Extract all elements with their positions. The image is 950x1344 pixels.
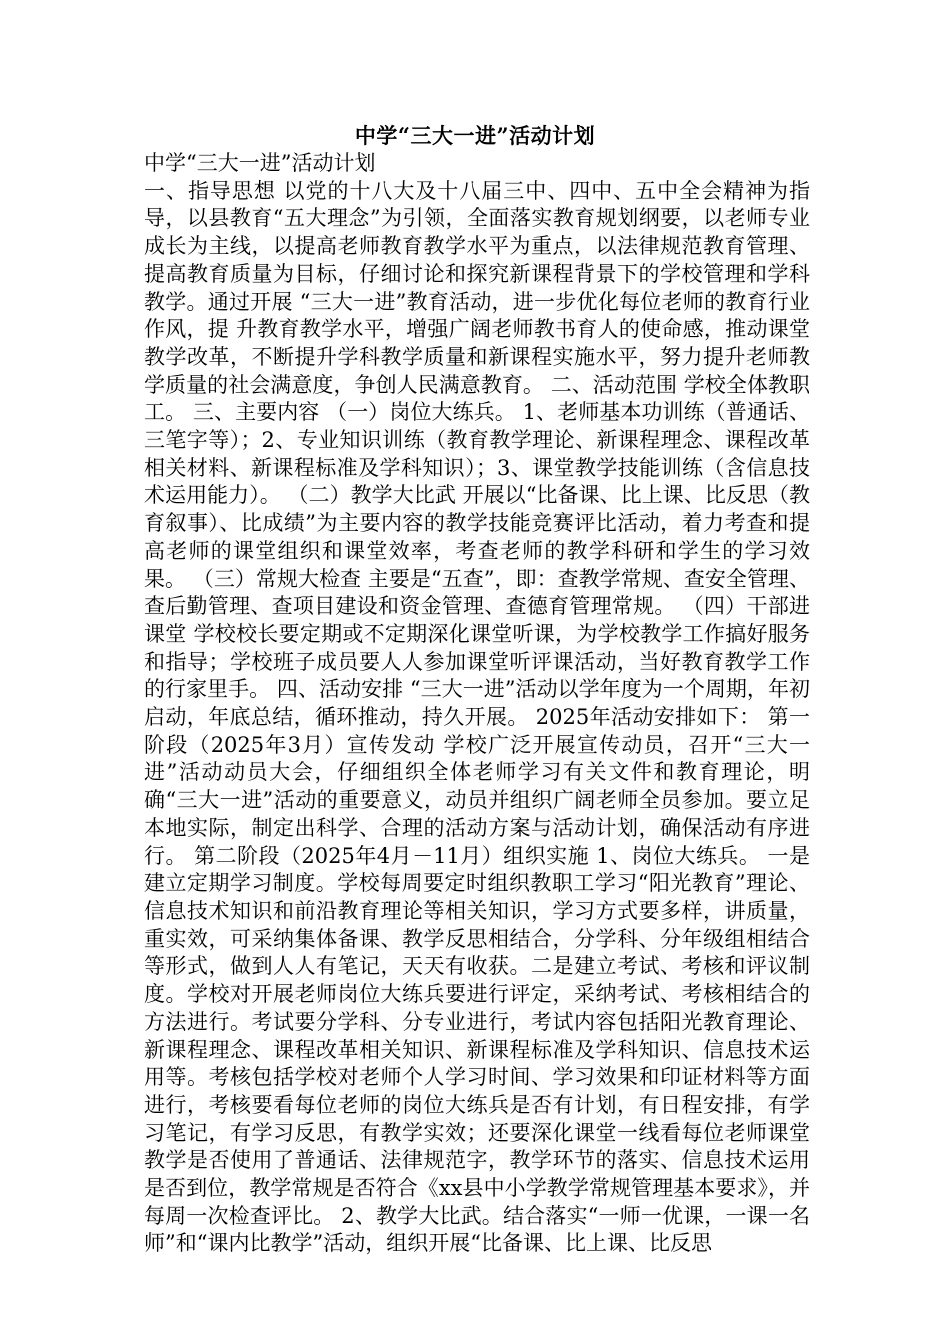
document-paragraph: 一、指导思想 以党的十八大及十八届三中、四中、五中全会精神为指导，以县教育“五大理念”为引领，全面落实教育规划纲要，以老师专业成长为主线，以提高老师教育教学水平为重点，以法律规范教育管理、提高教育质量为目标，仔细讨论和探究新课程背景下的学校管理和学科教学。通过开展 “三大一进”教育活动，进一步优化每位老师的教育行业作风，提 升教育教学水平，增强广阔老师教书育人的使命感，推动课堂教学改革，不断提升学科教学质量和新课程实施水平，努力提升老师教学质量的社会满意度，争创人民满意教育。 二、活动范围 学校全体教职工。 三、主要内容 （一）岗位大练兵。 1、老师基本功训练（普通话、三笔字等）；2、专业知识训练（教育教学理论、新课程理念、课程改革相关材料、新课程标准及学科知识）；3、课堂教学技能训练（含信息技术运用能力）。 （二）教学大比武 开展以“比备课、比上课、比反思（教育叙事）、比成绩”为主要内容的教学技能竞赛评比活动，着力考查和提高老师的课堂组织和课堂效率，考查老师的教学科研和学生的学习效果。 （三）常规大检查 主要是“五查”，即：查教学常规、查安全管理、查后勤管理、查项目建设和资金管理、查德育管理常规。 （四）干部进课堂 学校校长要定期或不定期深化课堂听课，为学校教学工作搞好服务和指导；学校班子成员要人人参加课堂听评课活动，当好教育教学工作的行家里手。 四、活动安排 “三大一进”活动以学年度为一个周期，年初启动，年底总结，循环推动，持久开展。 2025年活动安排如下： 第一阶段（2025年3月）宣传发动 学校广泛开展宣传动员，召开“三大一进”活动动员大会，仔细组织全体老师学习有关文件和教育理论，明确“三大一进”活动的重要意义，动员并组织广阔老师全员参加。要立足本地实际，制定出科学、合理的活动方案与活动计划，确保活动有序进行。 第二阶段（2025年4月－11月）组织实施 1、岗位大练兵。 一是建立定期学习制度。学校每周要定时组织教职工学习“阳光教育”理论、信息技术知识和前沿教育理论等相关知识，学习方式要多样，讲质量，重实效，可采纳集体备课、教学反思相结合，分学科、分年级组相结合等形式，做到人人有笔记，天天有收获。二是建立考试、考核和评议制度。学校对开展老师岗位大练兵要进行评定，采纳考试、考核相结合的方法进行。考试要分学科、分专业进行，考试内容包括阳光教育理论、新课程理念、课程改革相关知识、新课程标准及学科知识、信息技术运用等。考核包括学校对老师个人学习时间、学习效果和印证材料等方面进行，考核要看每位老师的岗位大练兵是否有计划，有日程安排，有学习笔记，有学习反思，有教学实效；还要深化课堂一线看每位老师课堂教学是否使用了普通话、法律规范字，教学环节的落实、信息技术运用是否到位，教学常规是否符合《xx县中小学教学常规管理基本要求》，并每周一次检查评比。 2、教学大比武。结合落实“一师一优课，一课一名师”和“课内比教学”活动，组织开展“比备课、比上课、比反思: [144, 178, 810, 1256]
document-body: [144, 150, 810, 1258]
document-title: 中学“三大一进”活动计划: [354, 123, 596, 148]
document-subtitle: 中学“三大一进”活动计划: [144, 151, 376, 175]
